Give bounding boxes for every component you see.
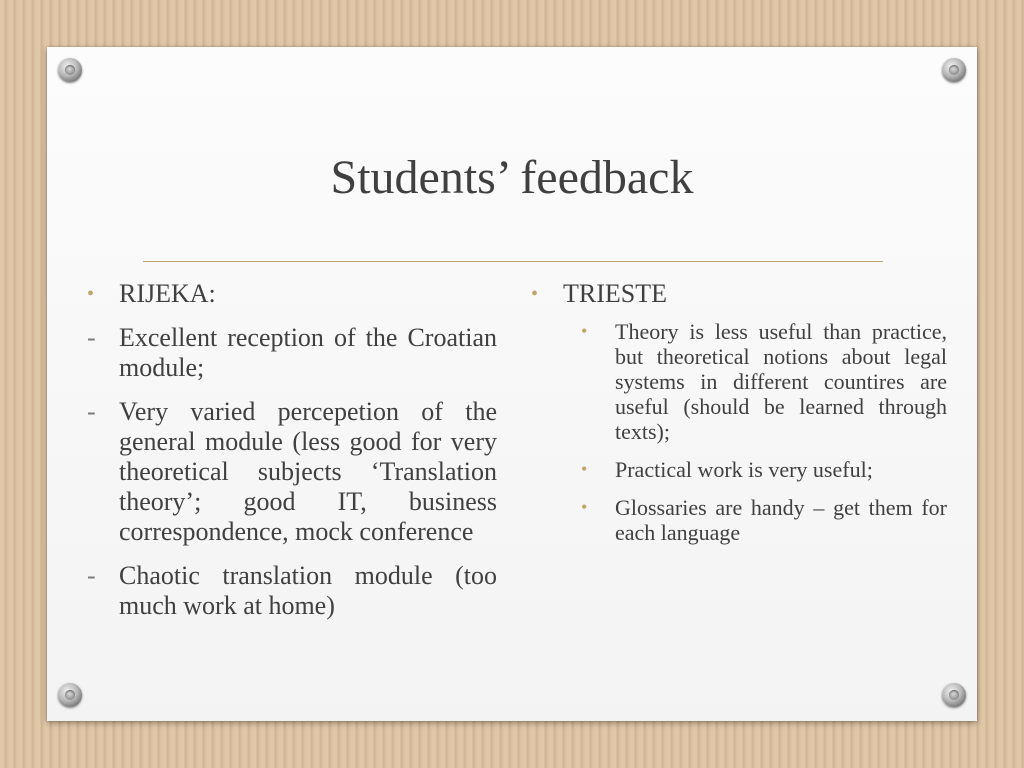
rivet-icon-bottom-left	[58, 683, 82, 707]
right-column	[531, 279, 947, 545]
rivet-icon-bottom-right	[942, 683, 966, 707]
left-heading: RIJEKA:	[119, 279, 216, 308]
right-list-item	[531, 457, 947, 482]
bullet-icon: •	[581, 321, 588, 341]
rivet-icon-top-left	[58, 58, 82, 82]
bullet-icon: •	[581, 459, 588, 479]
left-item-text: Excellent reception of the Croatian module;	[119, 323, 497, 382]
bullet-icon: •	[87, 283, 95, 305]
right-item-text: Glossaries are handy – get them for each language	[615, 495, 947, 545]
left-list-item	[87, 397, 497, 547]
right-list-item	[531, 319, 947, 444]
right-item-text: Practical work is very useful;	[615, 457, 873, 482]
left-column	[87, 279, 497, 621]
right-list-item	[531, 495, 947, 545]
dash-icon: -	[87, 561, 96, 590]
right-item-text: Theory is less useful than practice, but theoretical notions about legal systems in different countires are useful (should be learned through texts);	[615, 319, 947, 444]
left-heading-item	[87, 279, 497, 309]
left-list-item	[87, 561, 497, 621]
left-item-text: Very varied percepetion of the general module (less good for very theoretical subjects ‘Translation theory’; good IT, business correspondence, mock conference	[119, 397, 497, 546]
bullet-icon: •	[581, 497, 588, 517]
title-divider	[143, 261, 883, 262]
dash-icon: -	[87, 323, 96, 352]
bullet-icon: •	[531, 283, 539, 305]
slide-title: Students’ feedback	[330, 151, 694, 204]
right-heading-item	[531, 279, 947, 309]
dash-icon: -	[87, 397, 96, 426]
rivet-icon-top-right	[942, 58, 966, 82]
left-list-item	[87, 323, 497, 383]
right-heading: TRIESTE	[563, 279, 667, 308]
left-item-text: Chaotic translation module (too much work at home)	[119, 561, 497, 620]
